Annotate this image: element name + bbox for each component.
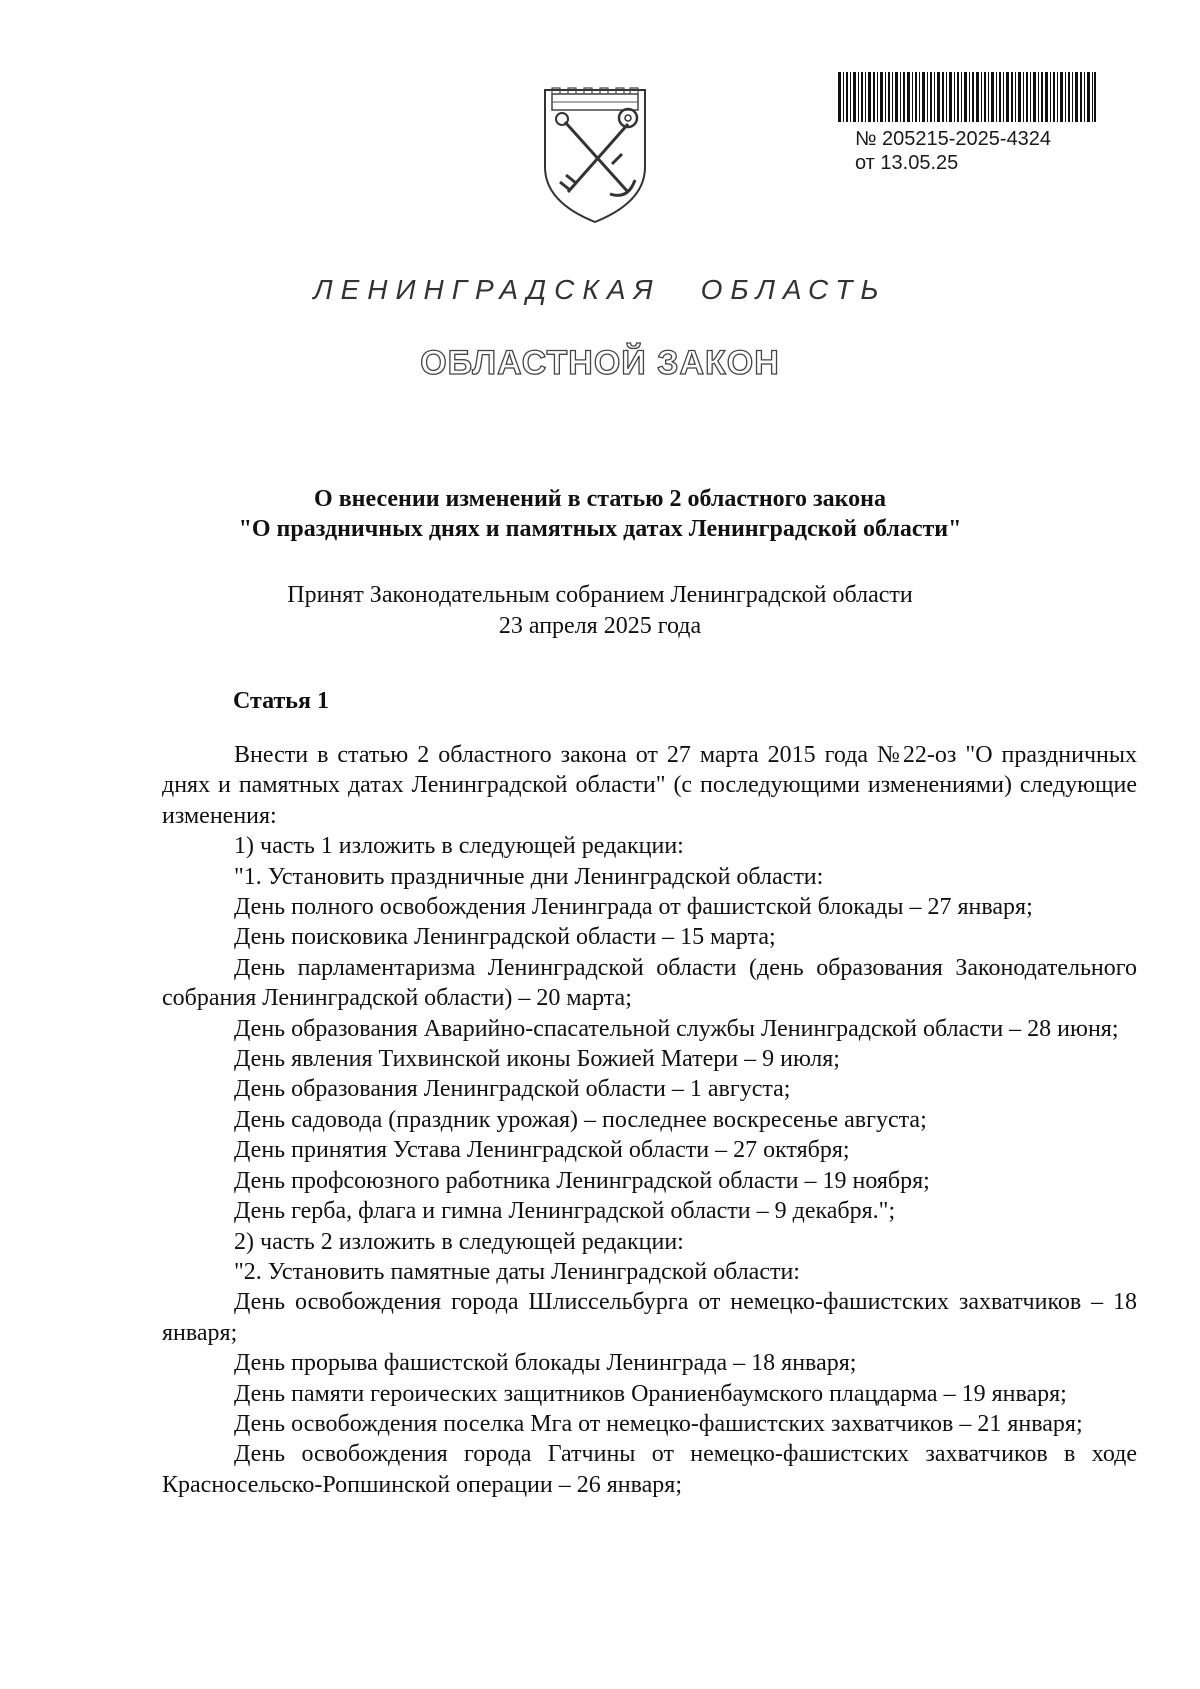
paragraph: День освобождения города Шлиссельбурга от немецко-фашистских захватчиков – 18 января; bbox=[162, 1289, 1137, 1346]
registration-date: от 13.05.25 bbox=[855, 152, 959, 174]
law-title-line-1: О внесении изменений в статью 2 областного закона bbox=[314, 486, 886, 512]
barcode-icon bbox=[838, 72, 1096, 122]
region-heading bbox=[0, 274, 1200, 306]
adoption-note bbox=[0, 580, 1200, 642]
adoption-line-2: 23 апреля 2025 года bbox=[498, 613, 702, 639]
paragraph: Внести в статью 2 областного закона от 27 марта 2015 года №22-оз "О праздничных днях и памятных датах Ленинградской области" (с последующими изменениями) следующие изменения: bbox=[162, 742, 1137, 829]
paragraph: 1) часть 1 изложить в следующей редакции: bbox=[234, 833, 684, 860]
leningrad-oblast-coat-of-arms-icon bbox=[540, 82, 650, 227]
law-type-heading: ОБЛАСТНОЙ ЗАКОН bbox=[420, 344, 780, 382]
law-title-line-2: "О праздничных днях и памятных датах Ленинградской области" bbox=[238, 516, 962, 542]
adoption-line-1: Принят Законодательным собранием Ленинградской области bbox=[287, 582, 913, 608]
registration-stamp bbox=[855, 127, 1051, 175]
region-word-1: ЛЕНИНГРАДСКАЯ bbox=[313, 274, 661, 305]
paragraph: День образования Ленинградской области – 1 августа; bbox=[234, 1076, 791, 1103]
paragraph: День принятия Устава Ленинградской области – 27 октября; bbox=[234, 1137, 850, 1164]
paragraph: День освобождения города Гатчины от немецко-фашистских захватчиков в ходе Красносельско-Ропшинской операции – 26 января; bbox=[162, 1441, 1137, 1498]
paragraph: "1. Установить праздничные дни Ленинградской области: bbox=[234, 863, 824, 890]
paragraph: День профсоюзного работника Ленинградской области – 19 ноября; bbox=[234, 1167, 930, 1194]
paragraph: День памяти героических защитников Ораниенбаумского плацдарма – 19 января; bbox=[234, 1380, 1067, 1407]
paragraph: День освобождения поселка Мга от немецко-фашистских захватчиков – 21 января; bbox=[234, 1410, 1083, 1437]
paragraph: День прорыва фашистской блокады Ленинграда – 18 января; bbox=[234, 1350, 857, 1377]
paragraph: "2. Установить памятные даты Ленинградской области: bbox=[234, 1258, 800, 1285]
paragraph: День садовода (праздник урожая) – последнее воскресенье августа; bbox=[234, 1106, 927, 1133]
paragraph: День парламентаризма Ленинградской области (день образования Законодательного собрания Ленинградской области) – 20 марта; bbox=[162, 954, 1137, 1012]
paragraph: День поисковика Ленинградской области – 15 марта; bbox=[234, 924, 776, 951]
article-body bbox=[162, 740, 1137, 1500]
paragraph: День явления Тихвинской иконы Божией Матери – 9 июля; bbox=[234, 1046, 840, 1073]
region-word-2: ОБЛАСТЬ bbox=[700, 274, 887, 305]
law-title bbox=[0, 484, 1200, 544]
paragraph: 2) часть 2 изложить в следующей редакции: bbox=[234, 1228, 684, 1255]
paragraph: День полного освобождения Ленинграда от фашистской блокады – 27 января; bbox=[234, 894, 1033, 921]
article-heading: Статья 1 bbox=[233, 688, 329, 714]
paragraph: День герба, флага и гимна Ленинградской области – 9 декабря."; bbox=[234, 1198, 896, 1225]
registration-number: № 205215-2025-4324 bbox=[855, 128, 1052, 150]
paragraph: День образования Аварийно-спасательной службы Ленинградской области – 28 июня; bbox=[234, 1015, 1119, 1042]
